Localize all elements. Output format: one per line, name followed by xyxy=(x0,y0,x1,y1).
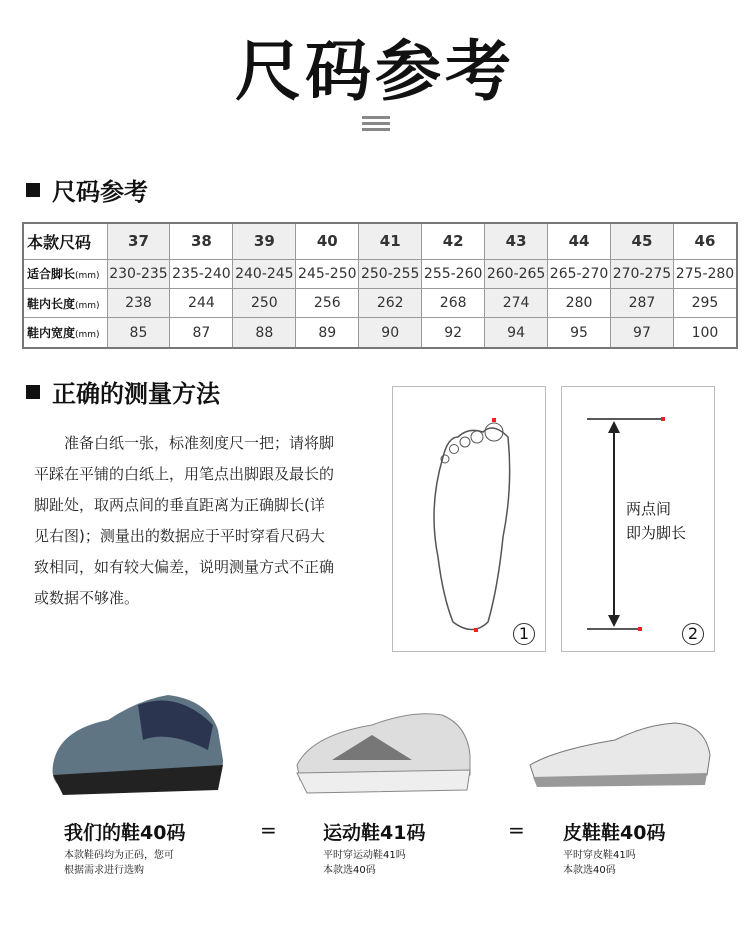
table-cell: 250-255 xyxy=(359,259,422,288)
table-cell: 280 xyxy=(548,288,611,317)
foot-outline-icon xyxy=(393,387,547,653)
square-bullet-icon xyxy=(26,385,40,399)
compare-note: 平时穿皮鞋41吗 本款选40码 xyxy=(563,850,636,876)
measure-figure xyxy=(561,386,715,652)
row-label: 适合脚长(mm) xyxy=(23,259,107,288)
table-cell: 94 xyxy=(485,318,548,348)
section-size-reference xyxy=(26,172,148,207)
compare-title: 我们的鞋40码 xyxy=(64,822,186,844)
compare-note: 本款鞋码均为正码，您可 根据需求进行选购 xyxy=(64,850,174,876)
section-title: 正确的测量方法 xyxy=(52,380,220,408)
table-cell: 46 xyxy=(673,223,737,259)
table-cell: 42 xyxy=(422,223,485,259)
table-cell: 37 xyxy=(107,223,170,259)
table-row xyxy=(23,288,737,317)
table-cell: 256 xyxy=(296,288,359,317)
table-row xyxy=(23,318,737,348)
equals-sign: = xyxy=(260,818,277,842)
table-cell: 250 xyxy=(233,288,296,317)
table-cell: 89 xyxy=(296,318,359,348)
table-cell: 45 xyxy=(611,223,674,259)
size-table xyxy=(22,222,738,349)
table-cell: 43 xyxy=(485,223,548,259)
table-cell: 230-235 xyxy=(107,259,170,288)
figure-number: 1 xyxy=(513,623,535,645)
table-cell: 275-280 xyxy=(673,259,737,288)
figure-number: 2 xyxy=(682,623,704,645)
table-cell: 40 xyxy=(296,223,359,259)
table-cell: 274 xyxy=(485,288,548,317)
table-cell: 265-270 xyxy=(548,259,611,288)
square-bullet-icon xyxy=(26,183,40,197)
table-row xyxy=(23,223,737,259)
table-cell: 85 xyxy=(107,318,170,348)
table-cell: 41 xyxy=(359,223,422,259)
table-cell: 44 xyxy=(548,223,611,259)
equals-sign: = xyxy=(508,818,525,842)
leather-shoe-image xyxy=(525,715,715,795)
section-title: 尺码参考 xyxy=(52,178,148,206)
row-label: 本款尺码 xyxy=(23,223,107,259)
work-shoe-image xyxy=(48,690,228,800)
table-cell: 88 xyxy=(233,318,296,348)
table-cell: 39 xyxy=(233,223,296,259)
table-cell: 95 xyxy=(548,318,611,348)
table-cell: 260-265 xyxy=(485,259,548,288)
table-cell: 92 xyxy=(422,318,485,348)
table-cell: 38 xyxy=(170,223,233,259)
table-cell: 295 xyxy=(673,288,737,317)
table-cell: 262 xyxy=(359,288,422,317)
menu-lines-icon xyxy=(362,116,390,134)
table-cell: 240-245 xyxy=(233,259,296,288)
table-row xyxy=(23,259,737,288)
row-label: 鞋内宽度(mm) xyxy=(23,318,107,348)
table-cell: 97 xyxy=(611,318,674,348)
table-cell: 238 xyxy=(107,288,170,317)
table-cell: 235-240 xyxy=(170,259,233,288)
instructions-text: 准备白纸一张，标准刻度尺一把；请将脚平踩在平铺的白纸上，用笔点出脚跟及最长的脚趾处，取两点间的垂直距离为正确脚长(详见右图)；测量出的数据应于平时穿看尺码大致相同，如有较大偏差，说明测量方式不正确或数据不够准。 xyxy=(34,434,335,607)
table-cell: 100 xyxy=(673,318,737,348)
table-cell: 255-260 xyxy=(422,259,485,288)
page-title: 尺码参考 xyxy=(235,33,515,110)
figure-label: 即为脚长 xyxy=(626,524,687,542)
section-measure-method xyxy=(26,374,220,409)
compare-title: 运动鞋41码 xyxy=(323,822,426,844)
figure-label: 两点间 xyxy=(626,500,672,518)
table-cell: 90 xyxy=(359,318,422,348)
compare-title: 皮鞋鞋40码 xyxy=(563,822,666,844)
table-cell: 270-275 xyxy=(611,259,674,288)
sneaker-image xyxy=(292,705,472,795)
foot-figure xyxy=(392,386,546,652)
table-cell: 87 xyxy=(170,318,233,348)
compare-note: 平时穿运动鞋41吗 本款选40码 xyxy=(323,850,406,876)
table-cell: 268 xyxy=(422,288,485,317)
table-cell: 245-250 xyxy=(296,259,359,288)
row-label: 鞋内长度(mm) xyxy=(23,288,107,317)
table-cell: 244 xyxy=(170,288,233,317)
table-cell: 287 xyxy=(611,288,674,317)
